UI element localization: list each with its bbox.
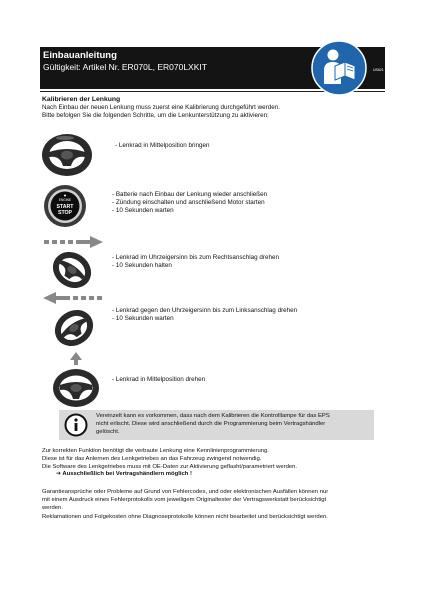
info-box — [59, 410, 374, 440]
step-1-text — [115, 142, 210, 150]
warranty-note — [42, 488, 328, 512]
paragraph-line: mit einem Ausdruck eines Fehlerprotokolls vom jeweiligem Originaltester der Vertragswerkstatt berücksichtigt — [42, 497, 327, 503]
paragraph-line: Die Software des Lenkgetriebes muss mit OE-Daten zur Aktivierung geflasht/parametriert werden. — [42, 464, 298, 470]
document-code: US621 — [373, 68, 384, 72]
paragraph-line: Garantieansprüche oder Probleme auf Grund von Fehlercodes, und oder elektronischen Ausfällen können nur — [42, 489, 329, 495]
programming-note — [42, 447, 297, 471]
paragraph-line: werden. — [42, 505, 63, 511]
engine-start-stop-button-icon — [43, 184, 87, 228]
document-title: Einbauanleitung — [43, 50, 117, 61]
step-line: - 10 Sekunden warten — [112, 315, 174, 322]
step-line: - Batterie nach Einbau der Lenkung wieder anschließen — [112, 191, 268, 198]
step-line: - Lenkrad gegen den Uhrzeigersinn bis zum Linksanschlag drehen — [112, 307, 298, 314]
step-line: - Lenkrad in Mittelposition drehen — [112, 376, 206, 383]
step-line: - 10 Sekunden warten — [112, 207, 174, 214]
steering-wheel-center-return-icon — [50, 352, 102, 408]
step-line: - 10 Sekunden halten — [112, 262, 172, 269]
step-line: - Zündung einschalten und anschließend Motor starten — [112, 199, 265, 206]
step-2-text — [112, 191, 267, 215]
step-4-text — [112, 307, 297, 323]
step-line: - Lenkrad im Uhrzeigersinn bis zum Rechtsanschlag drehen — [112, 254, 279, 261]
steering-wheel-right-icon — [42, 236, 104, 290]
paragraph-line: Zur korrekten Funktion benötigt die verbaute Lenkung eine Kennlinienprogrammierung. — [42, 448, 269, 454]
info-line: Vereinzelt kann es vorkommen, dass nach dem Kalibrieren die Kontrolllampe für das EPS — [96, 413, 330, 419]
button-label-engine: ENGINE — [58, 198, 72, 202]
info-icon — [64, 413, 88, 437]
info-line: nicht erlischt. Diese wird anschließend durch die Programmierung beim Vertragshändler — [96, 421, 326, 427]
document-validity: Gültigkeit: Artikel Nr. ER070L, ER070LXKIT — [43, 62, 207, 72]
read-manual-icon — [311, 40, 367, 96]
paragraph-line: Diese ist für das Anlernen des Lenkgetriebes an das Fahrzeug zwingend notwendig. — [42, 456, 262, 462]
step-3-text — [112, 254, 279, 270]
steering-wheel-left-icon — [42, 292, 104, 348]
step-5-text — [112, 376, 205, 384]
section-title: Kalibrieren der Lenkung — [42, 96, 121, 103]
intro-line: Nach Einbau der neuen Lenkung muss zuerst eine Kalibrierung durchgeführt werden. — [42, 104, 281, 111]
steering-wheel-centered-icon — [40, 132, 94, 178]
info-line: gelöscht. — [96, 429, 120, 435]
button-label-stop: STOP — [57, 210, 73, 216]
dealer-only-note: ➔ Ausschließlich bei Vertragshändlern möglich ! — [56, 471, 192, 477]
intro-text — [42, 104, 280, 120]
step-line: - Lenkrad in Mittelposition bringen — [115, 142, 210, 149]
info-text — [96, 412, 330, 436]
intro-line: Bitte befolgen Sie die folgenden Schritte, um die Lenkunterstützung zu aktivieren: — [42, 112, 269, 119]
complaints-note: Reklamationen und Folgekosten ohne Diagnoseprotokolle können nicht bearbeitet und berücksichtigt werden. — [42, 514, 328, 520]
button-label-start: START — [56, 204, 74, 210]
